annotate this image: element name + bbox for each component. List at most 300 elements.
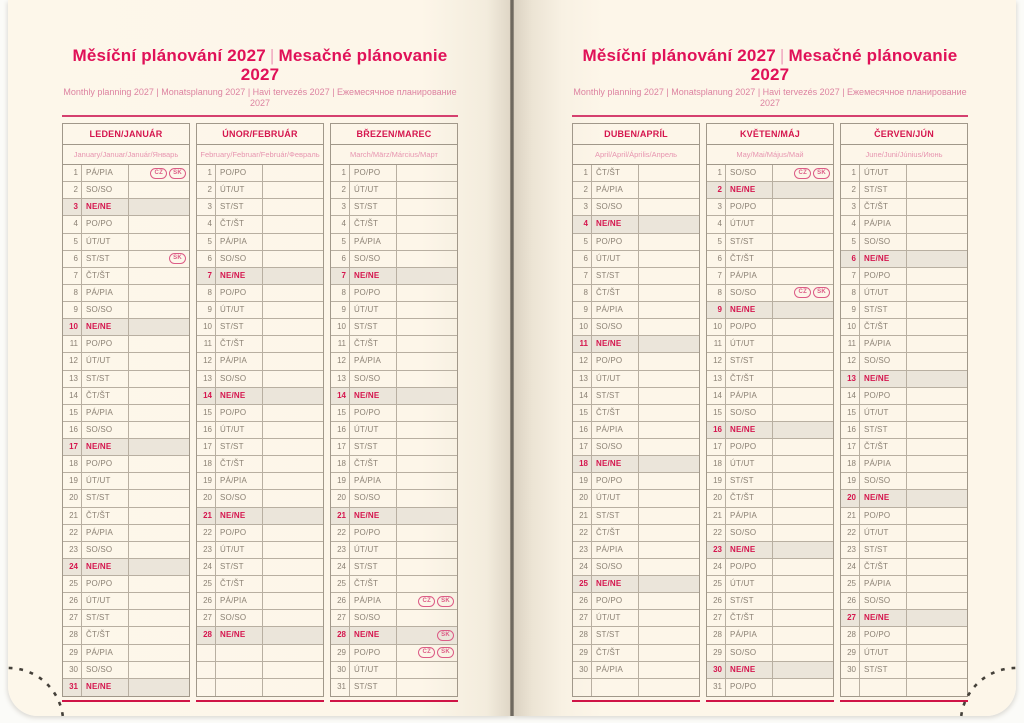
day-row xyxy=(331,405,457,422)
notes-cell xyxy=(129,268,189,284)
day-label: ČT/ŠT xyxy=(592,165,639,181)
notes-cell xyxy=(907,422,967,438)
day-number: 15 xyxy=(841,405,860,421)
notes-cell xyxy=(397,610,457,626)
page-title xyxy=(62,46,458,84)
month-column--erven-j-n xyxy=(840,123,968,702)
day-label: NE/NE xyxy=(592,216,639,232)
title-divider: | xyxy=(779,46,785,65)
day-number: 21 xyxy=(197,508,216,524)
day-label: ÚT/UT xyxy=(860,525,907,541)
day-label: ST/ST xyxy=(350,199,397,215)
day-number: 2 xyxy=(197,182,216,198)
day-label: PÁ/PIA xyxy=(82,285,129,301)
day-label: PO/PO xyxy=(726,199,773,215)
day-row xyxy=(573,216,699,233)
notes-cell xyxy=(129,508,189,524)
day-row xyxy=(707,216,833,233)
day-row xyxy=(573,251,699,268)
day-number: 26 xyxy=(63,593,82,609)
day-label: ST/ST xyxy=(860,302,907,318)
day-row xyxy=(841,353,967,370)
day-label: PÁ/PIA xyxy=(82,645,129,661)
notes-cell xyxy=(263,576,323,592)
day-number: 21 xyxy=(573,508,592,524)
title-rule xyxy=(62,115,458,117)
day-number: 10 xyxy=(197,319,216,335)
day-row xyxy=(707,285,833,302)
day-row xyxy=(841,251,967,268)
holiday-badge-cz: CZ xyxy=(794,168,811,179)
day-label: ÚT/UT xyxy=(82,473,129,489)
notes-cell xyxy=(773,627,833,643)
day-row xyxy=(707,525,833,542)
day-number: 3 xyxy=(331,199,350,215)
day-number: 8 xyxy=(707,285,726,301)
day-label: PO/PO xyxy=(82,336,129,352)
day-label: NE/NE xyxy=(216,268,263,284)
month-subtitle: January/Januar/Január/Январь xyxy=(63,145,189,165)
page-title-czech: Měsíční plánování 2027 xyxy=(582,46,776,65)
notes-cell xyxy=(129,336,189,352)
day-row xyxy=(841,165,967,182)
day-row xyxy=(197,559,323,576)
page-title-czech: Měsíční plánování 2027 xyxy=(72,46,266,65)
notes-cell xyxy=(773,576,833,592)
day-label: NE/NE xyxy=(860,371,907,387)
notes-cell xyxy=(397,388,457,404)
day-row xyxy=(197,268,323,285)
day-row xyxy=(331,319,457,336)
day-number: 24 xyxy=(63,559,82,575)
day-row xyxy=(63,405,189,422)
day-number: 25 xyxy=(707,576,726,592)
day-number: 20 xyxy=(197,490,216,506)
day-row xyxy=(707,302,833,319)
day-number: 23 xyxy=(573,542,592,558)
day-number: 29 xyxy=(573,645,592,661)
day-label: NE/NE xyxy=(82,439,129,455)
day-number: 3 xyxy=(63,199,82,215)
notes-cell xyxy=(773,559,833,575)
month-subtitle: March/März/Március/Март xyxy=(331,145,457,165)
day-label: PO/PO xyxy=(82,576,129,592)
day-label: NE/NE xyxy=(726,662,773,678)
day-number: 6 xyxy=(63,251,82,267)
day-label: PO/PO xyxy=(350,525,397,541)
day-label: ČT/ŠT xyxy=(592,645,639,661)
month-table xyxy=(840,123,968,697)
day-row xyxy=(63,456,189,473)
day-row xyxy=(841,439,967,456)
day-label: ST/ST xyxy=(860,542,907,558)
day-number: 22 xyxy=(63,525,82,541)
day-row xyxy=(197,422,323,439)
day-label: NE/NE xyxy=(350,627,397,643)
day-row xyxy=(573,473,699,490)
day-number: 18 xyxy=(63,456,82,472)
day-label: PO/PO xyxy=(726,679,773,696)
notes-cell xyxy=(907,216,967,232)
month-subtitle: February/Februar/Február/Февраль xyxy=(197,145,323,165)
day-row xyxy=(841,422,967,439)
day-row xyxy=(331,234,457,251)
notes-cell xyxy=(129,234,189,250)
notes-cell xyxy=(129,371,189,387)
day-label: PÁ/PIA xyxy=(860,576,907,592)
day-row xyxy=(573,285,699,302)
day-number: 24 xyxy=(707,559,726,575)
day-number: 19 xyxy=(331,473,350,489)
notes-cell xyxy=(397,525,457,541)
day-row xyxy=(573,353,699,370)
day-label: PÁ/PIA xyxy=(216,593,263,609)
day-number: 22 xyxy=(197,525,216,541)
day-row xyxy=(63,508,189,525)
day-number: 19 xyxy=(841,473,860,489)
day-label: PO/PO xyxy=(592,473,639,489)
day-number: 24 xyxy=(331,559,350,575)
day-label: SO/SO xyxy=(726,285,773,301)
notes-cell xyxy=(773,662,833,678)
notes-cell xyxy=(263,353,323,369)
day-number: 20 xyxy=(841,490,860,506)
notes-cell xyxy=(129,216,189,232)
day-number: 13 xyxy=(63,371,82,387)
day-row xyxy=(331,610,457,627)
day-row xyxy=(841,285,967,302)
day-row xyxy=(573,422,699,439)
book-gutter-shadow xyxy=(510,0,514,716)
day-number: 2 xyxy=(63,182,82,198)
day-label: PO/PO xyxy=(350,405,397,421)
day-row xyxy=(331,662,457,679)
day-label: PÁ/PIA xyxy=(82,405,129,421)
notes-cell xyxy=(639,525,699,541)
notes-cell xyxy=(263,285,323,301)
day-label: ÚT/UT xyxy=(860,405,907,421)
day-row xyxy=(841,559,967,576)
notes-cell xyxy=(639,268,699,284)
day-number: 10 xyxy=(841,319,860,335)
day-label: PÁ/PIA xyxy=(592,182,639,198)
day-row xyxy=(63,199,189,216)
notes-cell xyxy=(263,422,323,438)
day-number xyxy=(841,679,860,696)
day-number: 21 xyxy=(63,508,82,524)
day-number: 27 xyxy=(841,610,860,626)
notes-cell xyxy=(907,336,967,352)
notes-cell xyxy=(773,302,833,318)
planner-page-right xyxy=(512,0,1016,716)
month-underline xyxy=(62,700,190,702)
day-row xyxy=(707,559,833,576)
notes-cell xyxy=(773,182,833,198)
empty-row xyxy=(197,679,323,696)
day-label: NE/NE xyxy=(592,336,639,352)
day-number: 11 xyxy=(331,336,350,352)
day-number: 28 xyxy=(707,627,726,643)
notes-cell xyxy=(773,679,833,696)
notes-cell xyxy=(397,593,457,609)
day-row xyxy=(63,302,189,319)
day-label: ČT/ŠT xyxy=(860,439,907,455)
notes-cell xyxy=(773,405,833,421)
day-row xyxy=(841,508,967,525)
day-label: NE/NE xyxy=(82,559,129,575)
day-row xyxy=(331,576,457,593)
day-row xyxy=(707,165,833,182)
day-number: 2 xyxy=(331,182,350,198)
day-number: 14 xyxy=(841,388,860,404)
day-number: 10 xyxy=(707,319,726,335)
day-label: NE/NE xyxy=(82,679,129,696)
day-label: ČT/ŠT xyxy=(860,319,907,335)
day-row xyxy=(63,679,189,696)
notes-cell xyxy=(129,456,189,472)
day-label: ÚT/UT xyxy=(350,422,397,438)
notes-cell xyxy=(263,319,323,335)
day-row xyxy=(841,576,967,593)
notes-cell xyxy=(773,336,833,352)
day-number: 15 xyxy=(63,405,82,421)
day-label: NE/NE xyxy=(592,456,639,472)
day-label: ST/ST xyxy=(592,627,639,643)
notes-cell xyxy=(129,679,189,696)
day-number: 25 xyxy=(573,576,592,592)
day-row xyxy=(707,627,833,644)
day-row xyxy=(707,645,833,662)
notes-cell xyxy=(907,268,967,284)
notes-cell xyxy=(129,473,189,489)
day-row xyxy=(707,473,833,490)
day-number: 2 xyxy=(573,182,592,198)
notes-cell xyxy=(397,371,457,387)
notes-cell xyxy=(397,508,457,524)
day-number: 6 xyxy=(573,251,592,267)
day-row xyxy=(331,593,457,610)
day-label: PÁ/PIA xyxy=(592,422,639,438)
day-row xyxy=(63,576,189,593)
month-underline xyxy=(196,700,324,702)
day-number: 9 xyxy=(331,302,350,318)
day-label: ÚT/UT xyxy=(592,610,639,626)
day-row xyxy=(197,319,323,336)
day-number: 11 xyxy=(197,336,216,352)
day-number: 17 xyxy=(63,439,82,455)
notes-cell xyxy=(907,353,967,369)
day-label: NE/NE xyxy=(860,251,907,267)
day-number: 30 xyxy=(63,662,82,678)
notes-cell xyxy=(907,251,967,267)
day-label: SO/SO xyxy=(592,319,639,335)
day-label: ČT/ŠT xyxy=(82,627,129,643)
day-number: 3 xyxy=(197,199,216,215)
notes-cell xyxy=(397,216,457,232)
day-label: SO/SO xyxy=(216,251,263,267)
day-row xyxy=(197,182,323,199)
day-label: ÚT/UT xyxy=(350,302,397,318)
notes-cell xyxy=(907,627,967,643)
month-name: ÚNOR/FEBRUÁR xyxy=(197,124,323,145)
day-number: 24 xyxy=(197,559,216,575)
notes-cell xyxy=(129,627,189,643)
day-number: 23 xyxy=(841,542,860,558)
day-label: ST/ST xyxy=(216,559,263,575)
day-row xyxy=(841,490,967,507)
day-label: ČT/ŠT xyxy=(350,456,397,472)
day-label: PO/PO xyxy=(216,525,263,541)
day-number: 30 xyxy=(841,662,860,678)
notes-cell xyxy=(129,576,189,592)
day-label: PO/PO xyxy=(216,405,263,421)
day-row xyxy=(197,610,323,627)
day-row xyxy=(63,610,189,627)
day-label: ST/ST xyxy=(592,508,639,524)
day-label: SO/SO xyxy=(726,525,773,541)
holiday-badge-sk: SK xyxy=(169,253,186,264)
day-number: 15 xyxy=(197,405,216,421)
day-row xyxy=(197,165,323,182)
day-label: ST/ST xyxy=(726,473,773,489)
day-label: NE/NE xyxy=(860,490,907,506)
month-underline xyxy=(330,700,458,702)
day-label: PO/PO xyxy=(860,388,907,404)
day-number: 22 xyxy=(841,525,860,541)
day-number: 3 xyxy=(573,199,592,215)
notes-cell xyxy=(397,268,457,284)
day-row xyxy=(707,251,833,268)
day-number: 25 xyxy=(63,576,82,592)
day-row xyxy=(331,559,457,576)
day-label: ÚT/UT xyxy=(82,353,129,369)
day-label: PÁ/PIA xyxy=(350,473,397,489)
page-title-slovak: Mesačné plánovanie 2027 xyxy=(750,46,958,84)
notes-cell xyxy=(397,559,457,575)
day-label: ST/ST xyxy=(726,234,773,250)
notes-cell xyxy=(907,234,967,250)
day-number: 31 xyxy=(63,679,82,696)
day-label: ÚT/UT xyxy=(592,251,639,267)
notes-cell xyxy=(639,593,699,609)
day-number: 24 xyxy=(573,559,592,575)
notes-cell xyxy=(907,285,967,301)
day-number: 1 xyxy=(841,165,860,181)
notes-cell xyxy=(639,645,699,661)
day-row xyxy=(707,508,833,525)
day-label xyxy=(216,679,263,696)
day-row xyxy=(841,371,967,388)
notes-cell xyxy=(397,627,457,643)
month-tables-left xyxy=(62,123,458,702)
day-label: PO/PO xyxy=(216,165,263,181)
day-number: 20 xyxy=(573,490,592,506)
day-row xyxy=(63,336,189,353)
day-row xyxy=(841,388,967,405)
day-row xyxy=(841,525,967,542)
day-number: 15 xyxy=(573,405,592,421)
day-number: 25 xyxy=(841,576,860,592)
day-label: ÚT/UT xyxy=(592,490,639,506)
notes-cell xyxy=(129,353,189,369)
empty-row xyxy=(841,679,967,696)
notes-cell xyxy=(907,593,967,609)
day-label: NE/NE xyxy=(350,508,397,524)
day-row xyxy=(63,542,189,559)
day-number: 14 xyxy=(63,388,82,404)
day-row xyxy=(331,199,457,216)
day-label: PÁ/PIA xyxy=(350,234,397,250)
notes-cell xyxy=(397,234,457,250)
day-number: 12 xyxy=(63,353,82,369)
month-name: BŘEZEN/MAREC xyxy=(331,124,457,145)
day-label: ČT/ŠT xyxy=(726,610,773,626)
day-label: ČT/ŠT xyxy=(860,199,907,215)
notes-cell xyxy=(773,422,833,438)
day-number: 24 xyxy=(841,559,860,575)
notes-cell xyxy=(129,302,189,318)
empty-row xyxy=(573,679,699,696)
notes-cell xyxy=(397,662,457,678)
day-label: SO/SO xyxy=(350,490,397,506)
day-row xyxy=(331,268,457,285)
month-table xyxy=(706,123,834,697)
day-number: 30 xyxy=(331,662,350,678)
notes-cell xyxy=(907,371,967,387)
day-label: ST/ST xyxy=(592,268,639,284)
day-label: SO/SO xyxy=(592,559,639,575)
holiday-badge-sk: SK xyxy=(813,287,830,298)
day-number: 8 xyxy=(331,285,350,301)
notes-cell xyxy=(907,559,967,575)
day-number: 8 xyxy=(197,285,216,301)
day-row xyxy=(63,645,189,662)
day-label: PO/PO xyxy=(350,165,397,181)
day-row xyxy=(707,542,833,559)
notes-cell xyxy=(263,525,323,541)
day-row xyxy=(197,371,323,388)
month-tables-right xyxy=(572,123,968,702)
day-label: ÚT/UT xyxy=(82,593,129,609)
notes-cell xyxy=(773,525,833,541)
day-row xyxy=(331,525,457,542)
day-number: 4 xyxy=(63,216,82,232)
day-label: PÁ/PIA xyxy=(592,662,639,678)
day-number: 28 xyxy=(841,627,860,643)
day-row xyxy=(331,165,457,182)
day-label: SO/SO xyxy=(860,234,907,250)
day-number: 27 xyxy=(331,610,350,626)
notes-cell xyxy=(129,525,189,541)
day-label: NE/NE xyxy=(726,302,773,318)
day-row xyxy=(63,216,189,233)
day-row xyxy=(573,627,699,644)
day-number: 25 xyxy=(197,576,216,592)
month-subtitle: June/Juni/Június/Июнь xyxy=(841,145,967,165)
day-row xyxy=(63,439,189,456)
day-row xyxy=(707,234,833,251)
day-number: 5 xyxy=(331,234,350,250)
day-row xyxy=(573,508,699,525)
day-number: 5 xyxy=(197,234,216,250)
notes-cell xyxy=(639,508,699,524)
day-number: 9 xyxy=(707,302,726,318)
day-label: ÚT/UT xyxy=(860,285,907,301)
day-label: NE/NE xyxy=(726,542,773,558)
day-label: ČT/ŠT xyxy=(592,405,639,421)
day-number: 5 xyxy=(841,234,860,250)
day-number: 3 xyxy=(707,199,726,215)
